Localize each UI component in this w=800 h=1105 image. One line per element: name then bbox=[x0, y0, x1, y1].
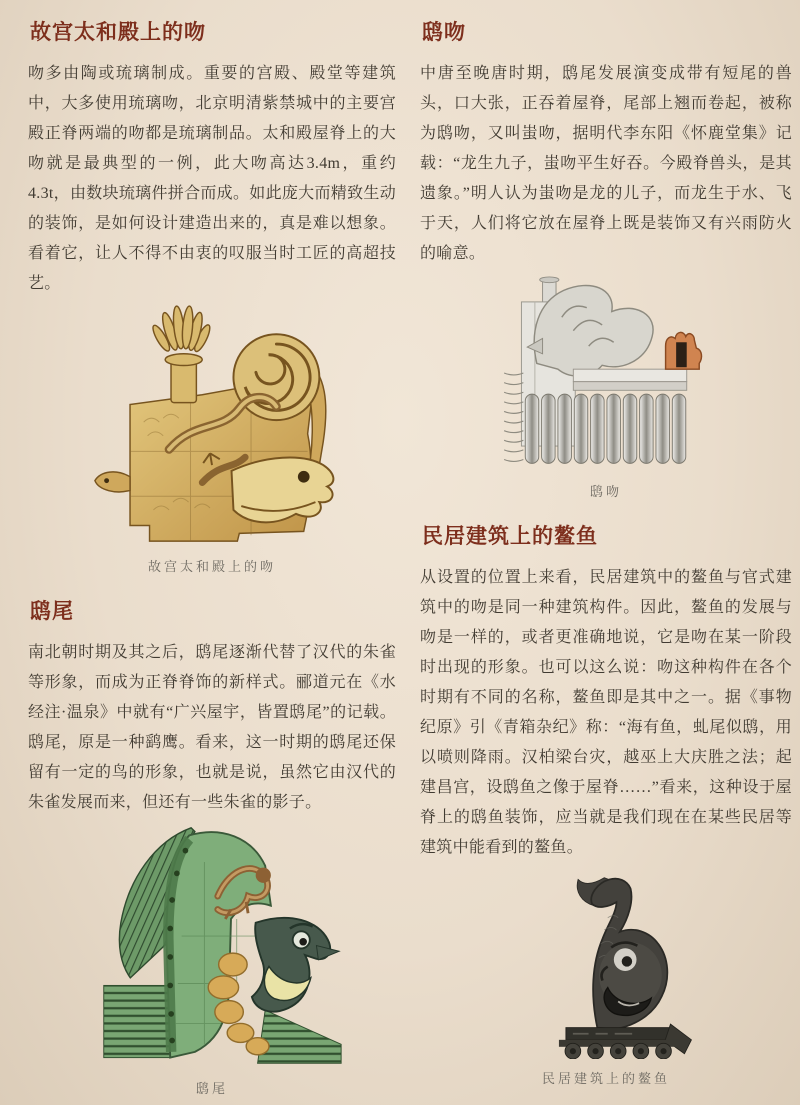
figure-taihedian-wen bbox=[28, 305, 396, 575]
figure-caption: 故宫太和殿上的吻 bbox=[147, 559, 276, 574]
figure-caption: 民居建筑上的鳌鱼 bbox=[541, 1071, 670, 1086]
section-chiwen bbox=[420, 16, 792, 500]
section-heading: 故宫太和殿上的吻 bbox=[30, 21, 206, 44]
gray-ridge-chiwen-illustration bbox=[481, 275, 731, 472]
figure-chiwen-ridge bbox=[420, 275, 792, 500]
section-body: 中唐至晚唐时期，鸱尾发展演变成带有短尾的兽头，口大张，正吞着屋脊，尾部上翘而卷起，被称为鸱吻，又叫蚩吻，据明代李东阳《怀鹿堂集》记载：“龙生九子，蚩吻平生好吞。今殿脊兽头，是其遗象。”明人认为蚩吻是龙的儿子，而龙生于水、飞于天，人们将它放在屋脊上既是装饰又有兴雨防火的喻意。 bbox=[420, 65, 792, 262]
section-body: 南北朝时期及其之后，鸱尾逐渐代替了汉代的朱雀等形象，而成为正脊脊饰的新样式。郦道元在《水经注·温泉》中就有“广兴屋宇，皆置鸱尾”的记载。鸱尾，原是一种鹞鹰。看来，这一时期的鸱尾还保留有一定的鸟的形象，也就是说，虽然它由汉代的朱雀发展而来，但还有一些朱雀的影子。 bbox=[28, 644, 396, 811]
figure-aoyu-photo bbox=[420, 869, 792, 1087]
figure-caption: 鸱尾 bbox=[195, 1081, 228, 1096]
section-taihedian-wen bbox=[28, 16, 396, 575]
section-heading: 鸱吻 bbox=[422, 21, 466, 44]
aoyu-photo-illustration bbox=[510, 869, 702, 1059]
figure-chiwei bbox=[28, 824, 396, 1097]
golden-dragon-chiwen-illustration bbox=[85, 305, 339, 547]
green-chiwei-illustration bbox=[79, 824, 345, 1069]
section-body: 吻多由陶或琉璃制成。重要的宫殿、殿堂等建筑中，大多使用琉璃吻，北京明清紫禁城中的主要宫殿正脊两端的吻都是琉璃制品。太和殿屋脊上的大吻就是最典型的一例，此大吻高达3.4m，重约4.3t，由数块琉璃件拼合而成。如此庞大而精致生动的装饰，是如何设计建造出来的，真是难以想象。看着它，让人不得不由衷的叹服当时工匠的高超技艺。 bbox=[28, 65, 396, 292]
section-heading: 鸱尾 bbox=[30, 600, 74, 623]
right-column bbox=[420, 16, 792, 1105]
section-heading: 民居建筑上的鳌鱼 bbox=[422, 525, 598, 548]
section-chiwei bbox=[28, 595, 396, 1097]
section-body: 从设置的位置上来看，民居建筑中的鳌鱼与官式建筑中的吻是同一种建筑构件。因此，鳌鱼的发展与吻是一样的，或者更准确地说，它是吻在某一阶段时出现的形象。也可以这么说：吻这种构件在各个时期有不同的名称，鳌鱼即是其中之一。据《事物纪原》引《青箱杂纪》称：“海有鱼，虬尾似鸱，用以喷则降雨。汉柏梁台灾，越巫上大庆胜之法；起建昌宫，设鸱鱼之像于屋脊……”看来，这种设于屋脊上的鸱鱼装饰，应当就是我们现在在某些民居等建筑中能看到的鳌鱼。 bbox=[420, 569, 792, 856]
left-column bbox=[28, 16, 396, 1105]
section-aoyu bbox=[420, 520, 792, 1087]
figure-caption: 鸱吻 bbox=[589, 484, 622, 499]
